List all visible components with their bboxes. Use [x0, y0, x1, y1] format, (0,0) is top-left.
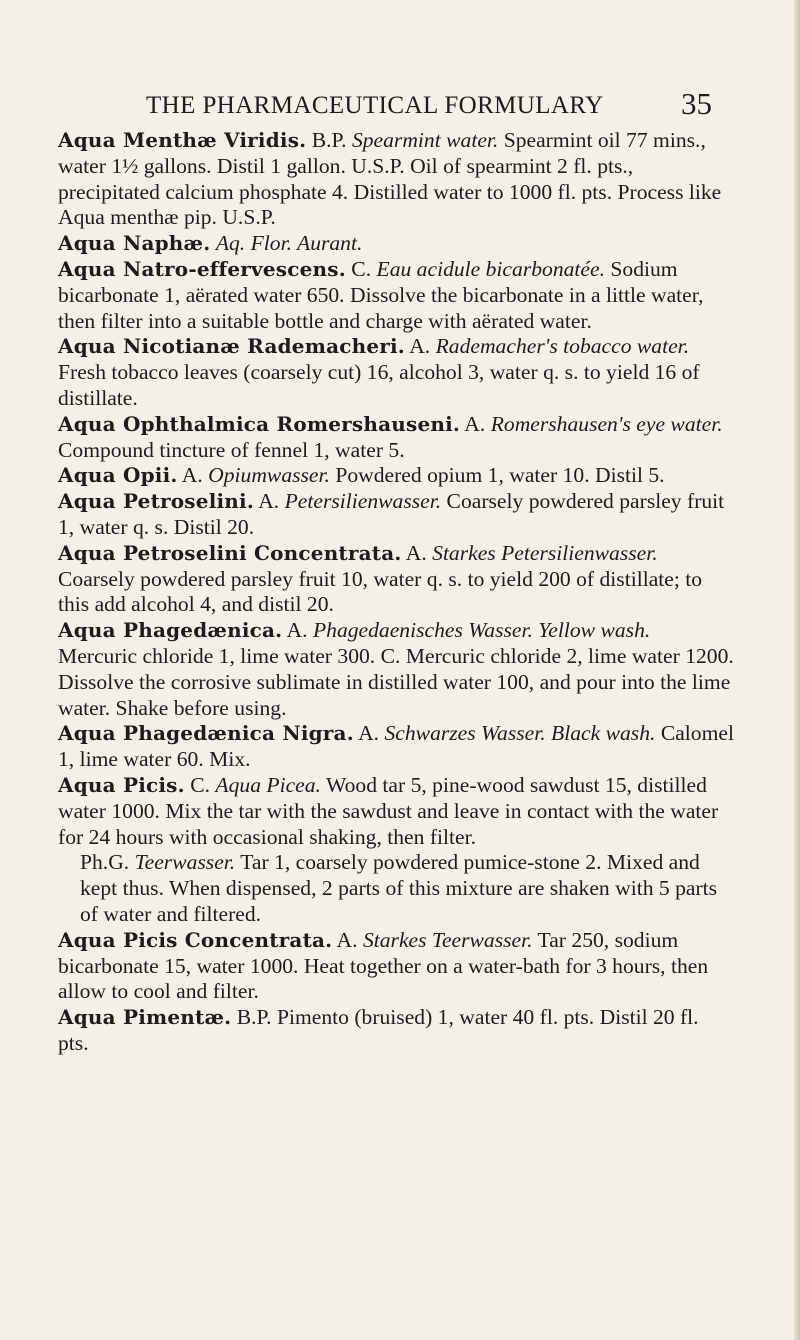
entry-continuation-ph-g: Ph.G. Teerwasser. Tar 1, coarsely powdered pumice-stone 2. Mixed and kept thus. When dispensed, 2 parts of this mixture are shaken with 5 parts of water and filtered. [80, 850, 718, 926]
entry-aqua-picis: Aqua Picis. C. Aqua Picea. Wood tar 5, pine-wood sawdust 15, distilled water 1000. Mix the tar with the sawdust and leave in contact with the water for 24 hours with occasional shaking, then filter. Ph.G. Teerwasser. Tar 1, coarsely powdered pumice-stone 2. Mixed and kept thus. When dispensed, 2 parts of this mixture are shaken with 5 parts of water and filtered. [58, 773, 734, 928]
entry-headword: Aqua Petroselini. [58, 489, 254, 514]
entry-aqua-phagedaenica-nigra: Aqua Phagedænica Nigra. A. Schwarzes Wasser. Black wash. Calomel 1, lime water 60. Mix. [58, 721, 734, 772]
entry-headword: Aqua Naphæ. [58, 231, 211, 256]
entry-headword: Aqua Picis Concentrata. [58, 927, 333, 952]
entry-aqua-naphae: Aqua Naphæ. Aq. Flor. Aurant. [58, 231, 363, 256]
entry-aqua-petroselini-concentrata: Aqua Petroselini Concentrata. A. Starkes Petersilienwasser. Coarsely powdered parsley fruit 10, water q. s. to yield 200 of distillate; to this add alcohol 4, and distil 20. [58, 540, 703, 617]
entry-aqua-natro-effervescens: Aqua Natro-effervescens. C. Eau acidule bicarbonatée. Sodium bicarbonate 1, aërated water 650. Dissolve the bicarbonate in a little water, then filter into a suitable bottle and charge with aërated water. [58, 256, 704, 333]
entry-headword: Aqua Phagedænica Nigra. [58, 721, 354, 746]
entry-headword: Aqua Natro-effervescens. [58, 256, 346, 281]
page-number: 35 [681, 86, 712, 121]
entry-aqua-opii: Aqua Opii. A. Opiumwasser. Powdered opium 1, water 10. Distil 5. [58, 463, 665, 488]
entry-headword: Aqua Menthæ Viridis. [58, 128, 307, 152]
entry-aqua-ophthalmica-romershauseni: Aqua Ophthalmica Romershauseni. A. Romershausen's eye water. Compound tincture of fennel 1, water 5. [58, 411, 723, 462]
entry-headword: Aqua Nicotianæ Rademacheri. [58, 334, 405, 359]
entry-headword: Aqua Phagedænica. [58, 618, 283, 643]
entry-aqua-nicotianae-rademacheri: Aqua Nicotianæ Rademacheri. A. Rademacher's tobacco water. Fresh tobacco leaves (coarsely cut) 16, alcohol 3, water q. s. to yield 16 of distillate. [58, 334, 700, 410]
entry-aqua-menthae-viridis: Aqua Menthæ Viridis. B.P. Spearmint water. Spearmint oil 77 mins., water 1½ gallons. Distil 1 gallon. U.S.P. Oil of spearmint 2 fl. pts., precipitated calcium phosphate 4. Distilled water to 1000 fl. pts. Process like Aqua menthæ pip. U.S.P. [58, 128, 722, 230]
page-header [146, 86, 712, 132]
entry-headword: Aqua Picis. [58, 772, 185, 797]
formulary-text [58, 128, 734, 1057]
entry-headword: Aqua Pimentæ. [58, 1005, 232, 1030]
entry-aqua-picis-concentrata: Aqua Picis Concentrata. A. Starkes Teerwasser. Tar 250, sodium bicarbonate 15, water 1000. Heat together on a water-bath for 3 hours, then allow to cool and filter. [58, 927, 709, 1004]
running-title: THE PHARMACEUTICAL FORMULARY [146, 92, 604, 119]
entry-aqua-phagedaenica: Aqua Phagedænica. A. Phagedaenisches Wasser. Yellow wash. Mercuric chloride 1, lime water 300. C. Mercuric chloride 2, lime water 1200. Dissolve the corrosive sublimate in distilled water 100, and pour into the lime water. Shake before using. [58, 618, 734, 720]
entry-aqua-petroselini: Aqua Petroselini. A. Petersilienwasser. Coarsely powdered parsley fruit 1, water q. s. Distil 20. [58, 489, 725, 539]
entry-headword: Aqua Opii. [58, 463, 178, 488]
entry-headword: Aqua Petroselini Concentrata. [58, 540, 402, 565]
page-edge-shadow [794, 0, 800, 1340]
entry-headword: Aqua Ophthalmica Romershauseni. [58, 411, 461, 436]
entry-aqua-pimentae: Aqua Pimentæ. B.P. Pimento (bruised) 1, water 40 fl. pts. Distil 20 fl. pts. [58, 1005, 699, 1055]
